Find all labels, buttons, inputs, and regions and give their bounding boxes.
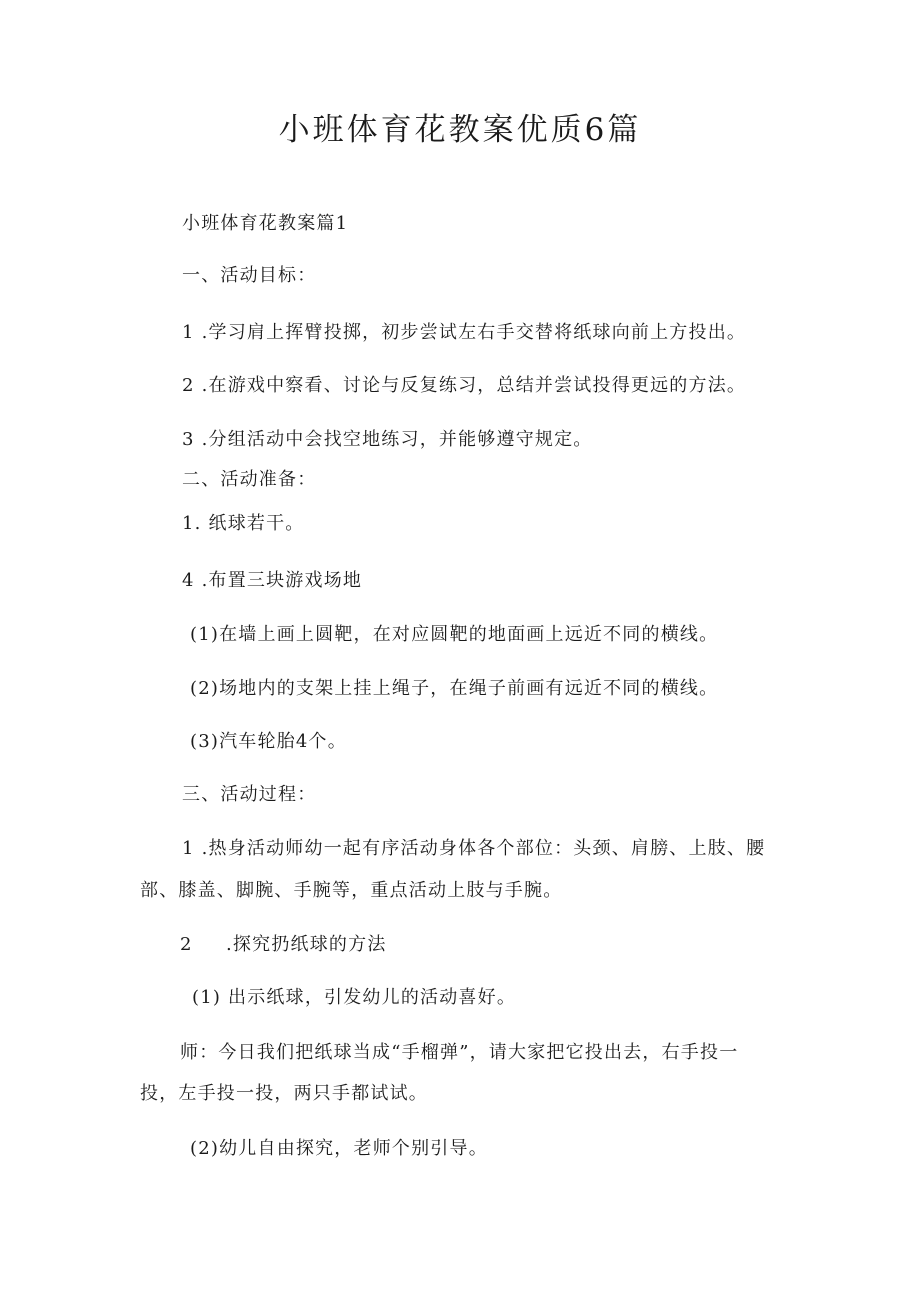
process-substep-2: (2)幼儿自由探究，老师个别引导。 xyxy=(190,1138,488,1159)
goal-item-1: 1 .学习肩上挥臂投掷，初步尝试左右手交替将纸球向前上方投出。 xyxy=(182,322,747,343)
teacher-speech-line-1: 师：今日我们把纸球当成“手榴弹”，请大家把它投出去，右手投一 xyxy=(180,1042,739,1063)
preparation-subitem-2: (2)场地内的支架上挂上绳子，在绳子前画有远近不同的横线。 xyxy=(190,678,719,699)
section-heading-lesson-1: 小班体育花教案篇1 xyxy=(182,213,349,234)
preparation-subitem-1: (1)在墙上画上圆靶，在对应圆靶的地面画上远近不同的横线。 xyxy=(190,624,719,645)
process-substep-1: (1) 出示纸球，引发幼儿的活动喜好。 xyxy=(192,987,517,1008)
process-step-1-line-1: 1 .热身活动师幼一起有序活动身体各个部位：头颈、肩膀、上肢、腰 xyxy=(182,838,766,859)
goal-item-3: 3 .分组活动中会找空地练习，并能够遵守规定。 xyxy=(182,429,593,450)
process-step-2 xyxy=(180,932,387,958)
heading-activity-preparation: 二、活动准备： xyxy=(182,469,317,490)
goal-item-2: 2 .在游戏中察看、讨论与反复练习，总结并尝试投得更远的方法。 xyxy=(182,375,747,396)
heading-activity-goals: 一、活动目标： xyxy=(182,265,317,286)
process-step-2-text: .探究扔纸球的方法 xyxy=(226,934,387,955)
teacher-speech-line-2: 投，左手投一投，两只手都试试。 xyxy=(140,1083,428,1104)
process-step-1-line-2: 部、膝盖、脚腕、手腕等，重点活动上肢与手腕。 xyxy=(140,880,563,901)
heading-activity-process: 三、活动过程： xyxy=(182,784,317,805)
preparation-item-1: 1. 纸球若干。 xyxy=(182,513,305,534)
process-step-2-number: 2 xyxy=(180,934,193,955)
preparation-item-4: 4 .布置三块游戏场地 xyxy=(182,570,363,591)
document-title: 小班体育花教案优质6篇 xyxy=(278,112,642,148)
preparation-subitem-3: (3)汽车轮胎4个。 xyxy=(190,731,347,752)
